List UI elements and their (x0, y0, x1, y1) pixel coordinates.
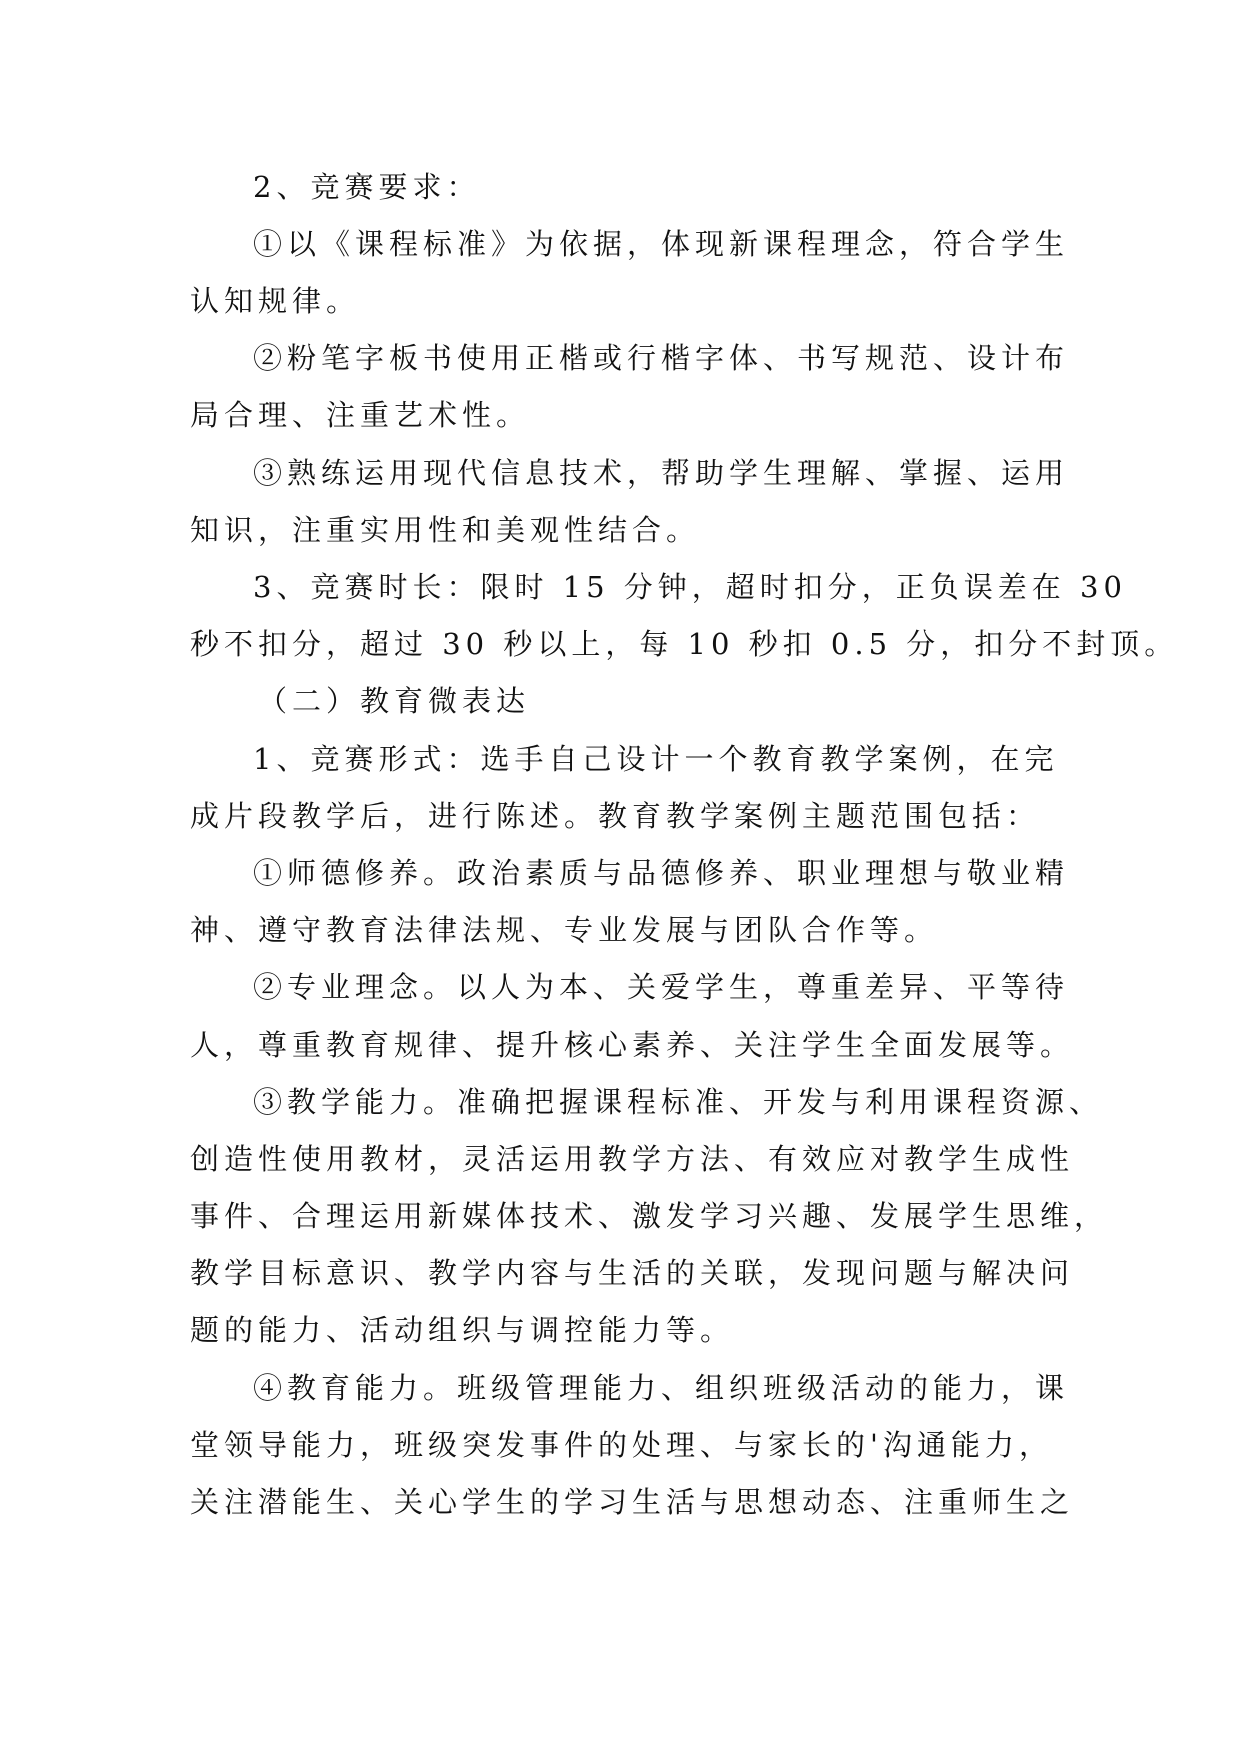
paragraph-line: 成片段教学后，进行陈述。教育教学案例主题范围包括： (190, 799, 1041, 833)
paragraph-line: 人，尊重教育规律、提升核心素养、关注学生全面发展等。 (190, 1028, 1075, 1062)
paragraph-line: 秒不扣分，超过 30 秒以上，每 10 秒扣 0.5 分，扣分不封顶。 (190, 627, 1179, 661)
paragraph-line: 堂领导能力，班级突发事件的处理、与家长的'沟通能力， (190, 1428, 1053, 1462)
paragraph-line: 神、遵守教育法律法规、专业发展与团队合作等。 (190, 913, 939, 947)
paragraph-line: 教学目标意识、教学内容与生活的关联，发现问题与解决问 (190, 1256, 1075, 1290)
paragraph-line: 知识，注重实用性和美观性结合。 (190, 513, 701, 547)
paragraph-line: ①师德修养。政治素质与品德修养、职业理想与敬业精 (253, 856, 1070, 890)
paragraph-line: ③熟练运用现代信息技术，帮助学生理解、掌握、运用 (253, 456, 1070, 490)
paragraph-line: 事件、合理运用新媒体技术、激发学习兴趣、发展学生思维， (190, 1199, 1109, 1233)
paragraph-line: 创造性使用教材，灵活运用教学方法、有效应对教学生成性 (190, 1142, 1075, 1176)
heading-competition-duration: 3、竞赛时长：限时 15 分钟，超时扣分，正负误差在 30 (253, 570, 1127, 604)
paragraph-line: ①以《课程标准》为依据，体现新课程理念，符合学生 (253, 227, 1070, 261)
paragraph-line: 关注潜能生、关心学生的学习生活与思想动态、注重师生之 (190, 1485, 1075, 1519)
paragraph-line: 题的能力、活动组织与调控能力等。 (190, 1313, 735, 1347)
heading-competition-format: 1、竞赛形式：选手自己设计一个教育教学案例，在完 (253, 742, 1059, 776)
paragraph-line: ④教育能力。班级管理能力、组织班级活动的能力，课 (253, 1371, 1070, 1405)
section-heading-education-expression: （二）教育微表达 (258, 684, 531, 718)
heading-competition-requirements: 2、竞赛要求： (253, 170, 481, 204)
paragraph-line: 局合理、注重艺术性。 (190, 398, 531, 432)
paragraph-line: 认知规律。 (190, 284, 361, 318)
paragraph-line: ③教学能力。准确把握课程标准、开发与利用课程资源、 (253, 1085, 1104, 1119)
paragraph-line: ②粉笔字板书使用正楷或行楷字体、书写规范、设计布 (253, 341, 1070, 375)
paragraph-line: ②专业理念。以人为本、关爱学生，尊重差异、平等待 (253, 970, 1070, 1004)
